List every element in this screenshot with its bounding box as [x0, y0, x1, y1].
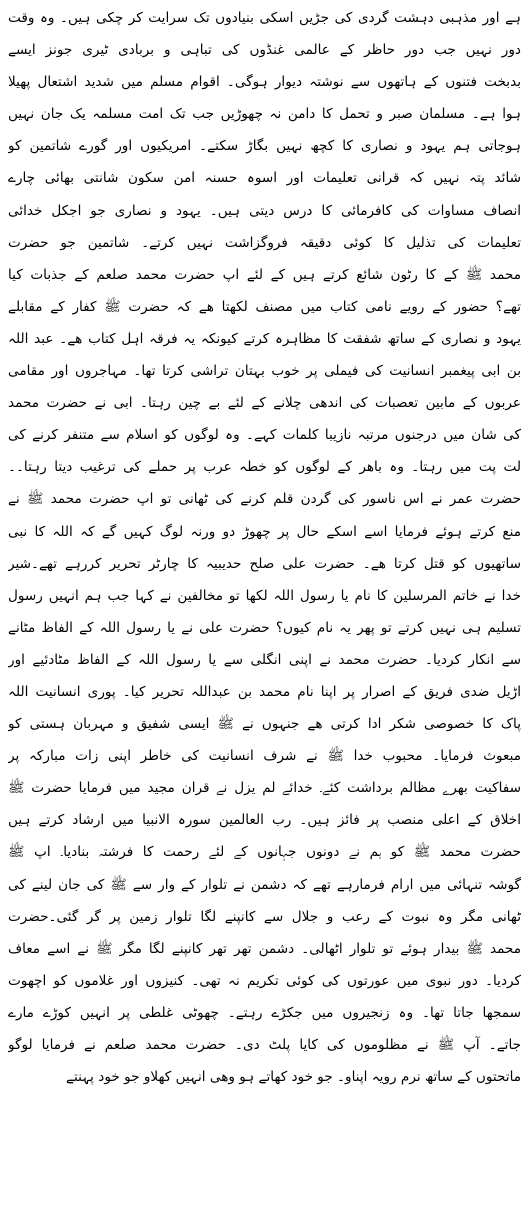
text-line: پاک کا خصوصی شکر ادا کرتی ھے جنہوں نے ﷺ ایسی شفیق و مہربان ہستی کو: [8, 716, 521, 733]
text-line: سمجھا جاتا تھا۔ وہ زنجیروں میں جکڑے رہتے۔ چھوٹی غلطی پر انہیں کوڑے مارے: [8, 1004, 521, 1021]
text-line: محمد ﷺ کے کا رٹون شائع کرتے ہیں کے لئے اپ حضرت محمد صلعم کے جذبات کیا: [8, 266, 521, 283]
text-line: خدا نے خاتم المرسلین کا نام یا رسول اللہ لکھا تو مخالفین نے کہا جب ہم انہیں رسول: [8, 587, 521, 604]
text-line: گوشہ تنہائی میں ارام فرمارہے تھے کہ دشمن نے تلوار کے وار سے ﷺ کی جان لینے کی: [8, 876, 521, 893]
text-line: تعلیمات کی تذلیل کا کوئی دقیقہ فروگزاشت نہیں کرتے۔ شاتمین جو حضرت: [8, 234, 521, 251]
text-line: ساتھیوں کو قتل کرتا ھے۔ حضرت علی صلح حدیبیہ کا چارٹر تحریر کررہے تھے۔شیر: [8, 555, 521, 572]
text-line: تسلیم ہی نہیں کرتے تو پھر یہ نام کیوں؟ حضرت علی نے یا رسول اللہ کے الفاظ مٹانے: [8, 619, 521, 636]
text-line: ٹھانی مگر وہ نبوت کے رعب و جلال سے کانپنے لگا تلوار زمین پر گر گئی۔حضرت: [8, 908, 521, 925]
text-line: منع کرتے ہوئے فرمایا اسے اسکے حال پر چھوڑ دو ورنہ لوگ کہیں گے کہ اللہ کا نبی: [8, 523, 521, 540]
text-line: ہوجاتی ہم یہود و نصاری کا کچھ نہیں بگاڑ سکتے۔ امریکیوں اور گورے شاتمین کو: [8, 138, 521, 155]
text-line: حضرت محمد ﷺ کو ہم نے دونوں جہانوں کے لئے رحمت کا فرشتہ بنادیا۔ اپ ﷺ: [8, 844, 521, 861]
text-line: انصاف مساوات کی کافرمائی کا درس دیتی ہیں۔ یہود و نصاری جو اجکل خدائی: [8, 202, 521, 219]
text-line: بدبخت فتنوں کے ہاتھوں سے نوشتہ دیوار ہوگی۔ اقوام مسلم میں شدید اشتعال پھیلا: [8, 74, 521, 91]
text-line: ماتحتوں کے ساتھ نرم رویہ اپناو۔ جو خود کھاتے ہو وھی انہیں کھلاو جو خود پہنتے: [66, 1069, 521, 1086]
text-line: شائد پتہ نہیں کہ قرانی تعلیمات اور اسوہ حسنہ امن سکون شانتی بھائی چارے: [8, 170, 521, 187]
text-line: ہوا ہے۔ مسلمان صبر و تحمل کا دامن نہ چھوڑیں جب تک امت مسلمہ یک جان نہیں: [8, 106, 521, 123]
text-line: محمد ﷺ بیدار ہوئے تو تلوار اٹھالی۔ دشمن تھر تھر کانپنے لگا مگر ﷺ نے اسے معاف: [8, 940, 521, 957]
text-line: لت پت میں رہتا۔ وہ باھر کے لوگوں کو خطہ عرب پر حملے کی ترغیب دیتا رہتا۔۔: [8, 459, 521, 476]
text-line: اڑیل ضدی فریق کے اصرار پر اپنا نام محمد بن عبداللہ تحریر کیا۔ پوری انسانیت اللہ: [8, 683, 521, 700]
text-line: سے انکار کردیا۔ حضرت محمد نے اپنی انگلی سے یا رسول اللہ کے الفاظ مٹادئیے اور: [8, 651, 521, 668]
text-line: عربوں کے مابین تعصبات کی اندھی چلانے کے لئے بے چین رہتا۔ ابی نے حضرت محمد: [8, 395, 521, 412]
text-line: بن ابی پیغمبر انسانیت کی فیملی پر خوب بہتان تراشی کرتا تھا۔ مہاجروں اور مقامی: [8, 363, 521, 380]
text-line: سفاکیت بھرے مظالم برداشت کئے۔ خدائے لم یزل نے قران مجید میں فرمایا حضرت ﷺ: [8, 780, 521, 797]
text-line: اخلاق کے اعلی منصب پر فائز ہیں۔ رب العالمین سورہ الانبیا میں ارشاد کرتے ہیں: [8, 812, 521, 829]
text-line: ہے اور مذہبی دہشت گردی کی جڑیں اسکی بنیادوں تک سرایت کر چکی ہیں۔ وہ وقت: [8, 10, 521, 26]
text-line: حضرت عمر نے اس ناسور کی گردن قلم کرنے کی ٹھانی تو اپ حضرت محمد ﷺ نے: [8, 491, 521, 508]
text-line: دور نہیں جب دور حاظر کے عالمی غنڈوں کی تباہی و بربادی ٹیری جونز ایسے: [8, 42, 521, 59]
text-line: مبعوث فرمایا۔ محبوب خدا ﷺ نے شرف انسانیت کی خاطر اپنی زات مبارکہ پر: [8, 748, 521, 765]
text-line: کردیا۔ دور نبوی میں عورتوں کی کوئی تکریم نہ تھی۔ کنیزوں اور غلاموں کو اچھوت: [8, 972, 521, 989]
text-line: کی شان میں درجنوں مرتبہ نازیبا کلمات کہے۔ وہ لوگوں کو اسلام سے متنفر کرنے کی: [8, 427, 521, 444]
text-line: تھے؟ حضور کے رویے نامی کتاب میں مصنف لکھتا ھے کہ حضرت ﷺ کفار کے مقابلے: [8, 298, 521, 315]
text-line: جاتے۔ آپ ﷺ نے مظلوموں کی کایا پلٹ دی۔ حضرت محمد صلعم نے فرمایا لوگو: [8, 1037, 521, 1053]
text-line: یہود و نصاری کے ساتھ شفقت کا مظاہرہ کرتے کیونکہ یہ فرقہ اہل کتاب ھے۔ عبد اللہ: [8, 330, 521, 347]
